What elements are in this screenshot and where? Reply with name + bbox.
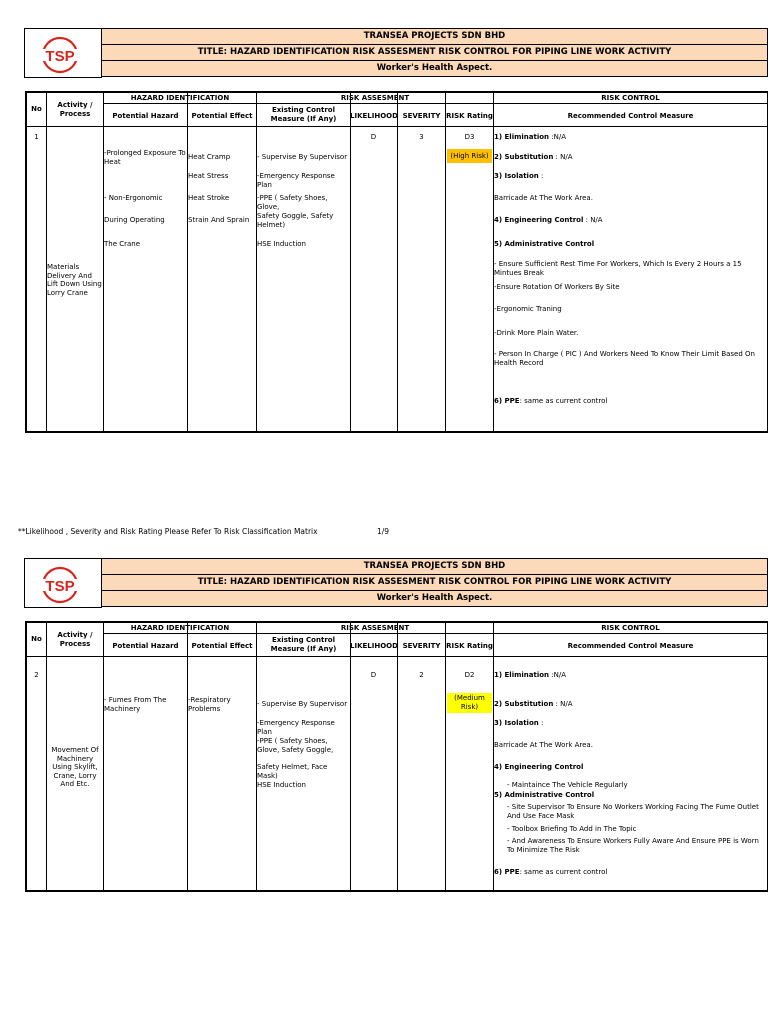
col-potential-effect: Potential Effect: [191, 642, 253, 650]
activity-text: Materials Delivery And Lift Down Using Lorry Crane: [47, 263, 102, 297]
likelihood-value: D: [370, 133, 377, 141]
control-substitution: 2) Substitution : N/A: [494, 153, 573, 161]
page-number: 1/9: [377, 527, 390, 536]
col-no: No: [31, 635, 42, 643]
existing-control-item: -Emergency Response Plan: [257, 719, 335, 736]
document-title: TITLE: HAZARD IDENTIFICATION RISK ASSESMENT RISK CONTROL FOR PIPING LINE WORK ACTIVITY: [101, 44, 768, 61]
isolation-detail: Barricade At The Work Area.: [494, 741, 593, 749]
col-risk-control: RISK CONTROL: [601, 94, 660, 102]
hira-table-2: [25, 621, 768, 892]
row-number: 1: [34, 133, 39, 141]
control-isolation: 3) Isolation :: [494, 719, 544, 727]
col-no: No: [31, 105, 42, 113]
existing-control-item: -PPE ( Safety Shoes, Glove,: [257, 194, 328, 211]
logo-text: TSP: [45, 578, 75, 595]
col-hazard-identification: HAZARD IDENTIFICATION: [130, 94, 230, 102]
control-administrative: 5) Administrative Control: [494, 791, 595, 799]
admin-item: - Ensure Sufficient Rest Time For Workers, Which Is Every 2 Hours a 15 Mintues Break: [494, 260, 742, 277]
tsp-logo: [40, 565, 80, 605]
activity-text: Movement Of Machinery Using Skylift, Crane, Lorry And Etc.: [51, 746, 99, 788]
row-number: 2: [34, 671, 39, 679]
hazard-item: - Non-Ergonomic: [104, 194, 163, 202]
control-engineering: 4) Engineering Control: [494, 763, 584, 771]
effect-item: Heat Cramp: [188, 153, 231, 161]
aspect-label: Worker's Health Aspect.: [101, 590, 768, 607]
logo-text: TSP: [45, 48, 75, 65]
hazard-item: -Prolonged Exposure To Heat: [104, 149, 186, 166]
control-isolation: 3) Isolation :: [494, 172, 544, 180]
admin-item: - Toolbox Briefing To Add in The Topic: [507, 825, 637, 833]
col-potential-hazard: Potential Hazard: [112, 112, 179, 120]
aspect-label: Worker's Health Aspect.: [101, 60, 768, 77]
control-ppe: 6) PPE: same as current control: [494, 868, 608, 876]
admin-item: - Person In Charge ( PIC ) And Workers Need To Know Their Limit Based On Health Record: [494, 350, 755, 367]
severity-value: 2: [419, 671, 424, 679]
logo-box: [24, 558, 102, 608]
header-block-2: [24, 558, 766, 608]
company-name: TRANSEA PROJECTS SDN BHD: [101, 28, 768, 45]
existing-control-item: -PPE ( Safety Shoes, Glove, Safety Goggle,: [257, 737, 334, 754]
admin-item: -Drink More Plain Water.: [494, 329, 579, 337]
risk-level-badge: (High Risk): [447, 149, 492, 163]
effect-item: Heat Stroke: [188, 194, 230, 202]
col-activity: Activity / Process: [57, 101, 93, 118]
risk-level-badge: (Medium Risk): [447, 693, 492, 713]
existing-control-item: HSE Induction: [257, 781, 306, 789]
admin-item: - And Awareness To Ensure Workers Fully Aware And Ensure PPE is Worn To Minimize The Risk: [507, 837, 759, 854]
hazard-item: During Operating: [104, 216, 165, 224]
likelihood-value: D: [370, 671, 377, 679]
existing-control-item: -Emergency Response Plan: [257, 172, 335, 189]
company-name: TRANSEA PROJECTS SDN BHD: [101, 558, 768, 575]
col-risk-assesment: RISK ASSESMENT: [340, 624, 410, 632]
hazard-item: - Fumes From The Machinery: [104, 696, 167, 713]
col-potential-effect: Potential Effect: [191, 112, 253, 120]
hira-table-1: [25, 91, 768, 433]
control-engineering: 4) Engineering Control : N/A: [494, 216, 603, 224]
col-risk-control: RISK CONTROL: [601, 624, 660, 632]
admin-item: - Site Supervisor To Ensure No Workers Working Facing The Fume Outlet And Use Face Mask: [507, 803, 759, 820]
col-likelihood: LIKELIHOOD: [350, 112, 398, 120]
hazard-item: The Crane: [104, 240, 141, 248]
effect-item: Strain And Sprain: [188, 216, 250, 224]
col-existing-control: Existing Control Measure (If Any): [270, 636, 337, 653]
effect-item: Heat Stress: [188, 172, 229, 180]
effect-item: -Respiratory Problems: [188, 696, 231, 713]
isolation-detail: Barricade At The Work Area.: [494, 194, 593, 202]
header-block-1: [24, 28, 766, 78]
col-potential-hazard: Potential Hazard: [112, 642, 179, 650]
severity-value: 3: [419, 133, 424, 141]
col-recommended-control: Recommended Control Measure: [567, 112, 694, 120]
col-hazard-identification: HAZARD IDENTIFICATION: [130, 624, 230, 632]
engineering-item: - Maintaince The Vehicle Regularly: [507, 781, 628, 789]
col-severity: SEVERITY: [402, 642, 441, 650]
col-recommended-control: Recommended Control Measure: [567, 642, 694, 650]
col-existing-control: Existing Control Measure (If Any): [270, 106, 337, 123]
admin-item: -Ensure Rotation Of Workers By Site: [494, 283, 620, 291]
col-likelihood: LIKELIHOOD: [350, 642, 398, 650]
control-elimination: 1) Elimination :N/A: [494, 133, 566, 141]
document-title: TITLE: HAZARD IDENTIFICATION RISK ASSESMENT RISK CONTROL FOR PIPING LINE WORK ACTIVITY: [101, 574, 768, 591]
admin-item: -Ergonomic Traning: [494, 305, 562, 313]
logo-box: [24, 28, 102, 78]
control-ppe: 6) PPE: same as current control: [494, 397, 608, 405]
risk-rating-value: D3: [464, 133, 475, 141]
control-substitution: 2) Substitution : N/A: [494, 700, 573, 708]
existing-control-item: Safety Goggle, Safety Helmet): [257, 212, 334, 229]
col-risk-rating: RISK Rating: [446, 642, 493, 650]
existing-control-item: Safety Helmet, Face Mask): [257, 763, 328, 780]
control-elimination: 1) Elimination :N/A: [494, 671, 566, 679]
tsp-logo: [40, 35, 80, 75]
existing-control-item: HSE Induction: [257, 240, 306, 248]
existing-control-item: - Supervise By Supervisor: [257, 700, 348, 708]
control-administrative: 5) Administrative Control: [494, 240, 595, 248]
footer-note: **Likelihood , Severity and Risk Rating Please Refer To Risk Classification Matrix: [18, 527, 318, 536]
col-severity: SEVERITY: [402, 112, 441, 120]
col-risk-rating: RISK Rating: [446, 112, 493, 120]
col-activity: Activity / Process: [57, 631, 93, 648]
existing-control-item: - Supervise By Supervisor: [257, 153, 348, 161]
col-risk-assesment: RISK ASSESMENT: [340, 94, 410, 102]
risk-rating-value: D2: [464, 671, 475, 679]
